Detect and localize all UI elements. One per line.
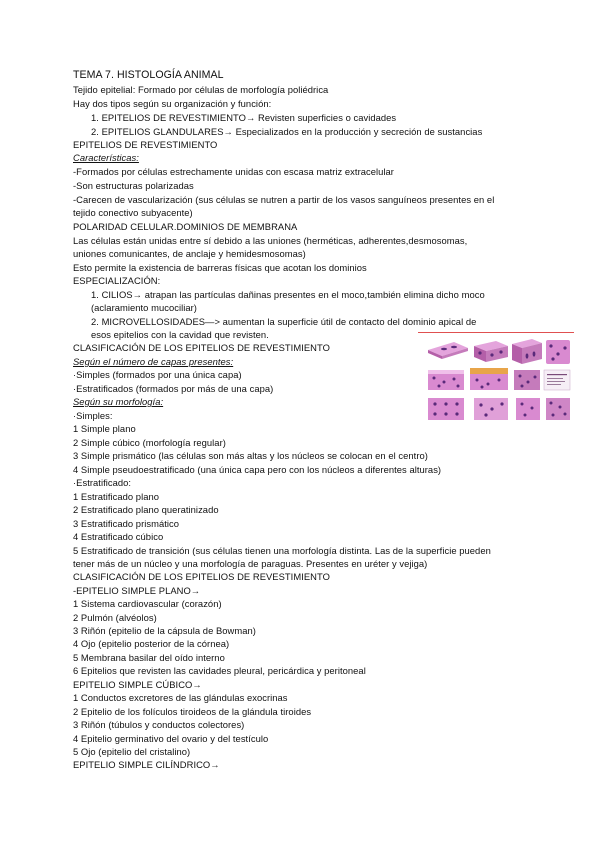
text-line: -Formados por células estrechamente unidas con escasa matriz extracelular [73,166,394,177]
text-line: ·Simples: [73,410,113,421]
red-divider-line [418,332,574,333]
text-line: 6 Epitelios que revisten las cavidades pleural, pericárdica y peritoneal [73,665,366,676]
text-line: ·Simples (formados por una única capa) [73,369,242,380]
text-line: 2 Epitelio de los folículos tiroideos de la glándula tiroides [73,706,312,717]
text-line: 3 Estratificado prismático [73,518,180,529]
document-title: TEMA 7. HISTOLOGÍA ANIMAL [73,69,224,81]
stratified-columnar-tile [514,370,540,390]
text-line: 1 Estratificado plano [73,491,159,502]
text-line: -Son estructuras polarizadas [73,180,194,191]
list-item: esos epitelios con la cavidad que revisten. [91,329,269,340]
simple-columnar-tile [512,339,542,364]
text-line: 1 Simple plano [73,423,136,434]
text-line: tejido conectivo subyacente) [73,207,193,218]
text-line: 3 Simple prismático (las células son más altas y los núcleos se colocan en el centro) [73,450,428,461]
text-line: 5 Ojo (epitelio del cristalino) [73,746,191,757]
subheading: Según su morfología: [73,396,164,407]
list-item: (aclaramiento mucociliar) [91,302,197,313]
section-heading: ESPECIALIZACIÓN: [73,275,161,286]
text-line: 4 Epitelio germinativo del ovario y del testículo [73,733,269,744]
text-line: 1 Conductos excretores de las glándulas exocrinas [73,692,288,703]
section-heading: POLARIDAD CELULAR.DOMINIOS DE MEMBRANA [73,221,298,232]
simple-squamous-tile [428,342,468,359]
text-line: ·Estratificados (formados por más de una capa) [73,383,274,394]
text-line: 5 Estratificado de transición (sus células tienen una morfología distinta. Las de la superficie pueden [73,545,491,556]
pseudostratified-tile [546,340,570,364]
text-line: -Carecen de vascularización (sus células se nutren a partir de los vasos sanguíneos presentes en el [73,194,495,205]
stratified-tile-c [546,398,570,420]
text-line: 3 Riñón (túbulos y conductos colectores) [73,719,245,730]
text-line: 2 Simple cúbico (morfología regular) [73,437,226,448]
section-heading: EPITELIOS DE REVESTIMIENTO [73,139,218,150]
text-line: 5 Membrana basilar del oído interno [73,652,225,663]
text-line: uniones comunicantes, de anclaje y hemidesmosomas) [73,248,306,259]
text-line: Hay dos tipos según su organización y función: [73,98,272,109]
keratinized-stratified-tile [470,368,508,390]
text-line: 4 Ojo (epitelio posterior de la córnea) [73,638,230,649]
text-line: 2 Pulmón (alvéolos) [73,612,157,623]
epithelium-types-illustration [424,336,572,424]
label-box [544,370,570,390]
text-line: 4 Estratificado cúbico [73,531,164,542]
text-line: -EPITELIO SIMPLE PLANO→ [73,585,201,596]
stratified-tile-b [516,398,540,420]
text-line: Tejido epitelial: Formado por células de morfología poliédrica [73,84,329,95]
text-line: 2 Estratificado plano queratinizado [73,504,219,515]
text-line: Esto permite la existencia de barreras físicas que acotan los dominios [73,262,367,273]
text-line: ·Estratificado: [73,477,132,488]
section-heading: EPITELIO SIMPLE CÚBICO→ [73,679,202,690]
text-line: Las células están unidas entre sí debido a las uniones (herméticas, adherentes,desmosomas, [73,235,468,246]
list-item: 2. EPITELIOS GLANDULARES→ Especializados en la producción y secreción de sustancias [91,126,483,137]
list-item: 1. EPITELIOS DE REVESTIMIENTO→ Revisten superficies o cavidades [91,112,397,123]
list-item: 1. CILIOS→ atrapan las partículas dañinas presentes en el moco,también elimina dicho moco [91,289,485,300]
stratified-cuboidal-tile [428,398,464,420]
text-line: 3 Riñón (epitelio de la cápsula de Bowman) [73,625,256,636]
section-heading: CLASIFICACIÓN DE LOS EPITELIOS DE REVESTIMIENTO [73,571,330,582]
text-line: 1 Sistema cardiovascular (corazón) [73,598,222,609]
transitional-tile [474,398,508,420]
subheading: Según el número de capas presentes: [73,356,234,367]
text-line: 4 Simple pseudoestratificado (una única capa pero con los núcleos a diferentes alturas) [73,464,442,475]
list-item: 2. MICROVELLOSIDADES—> aumentan la superficie útil de contacto del dominio apical de [91,316,477,327]
stratified-squamous-tile [428,370,464,390]
subheading: Características: [73,152,139,163]
simple-cuboidal-tile [474,341,508,362]
text-line: tener más de un núcleo y una morfología de paraguas. Presentes en uréter y vejiga) [73,558,428,569]
section-heading: CLASIFICACIÓN DE LOS EPITELIOS DE REVESTIMIENTO [73,342,330,353]
section-heading: EPITELIO SIMPLE CILÍNDRICO→ [73,759,220,770]
